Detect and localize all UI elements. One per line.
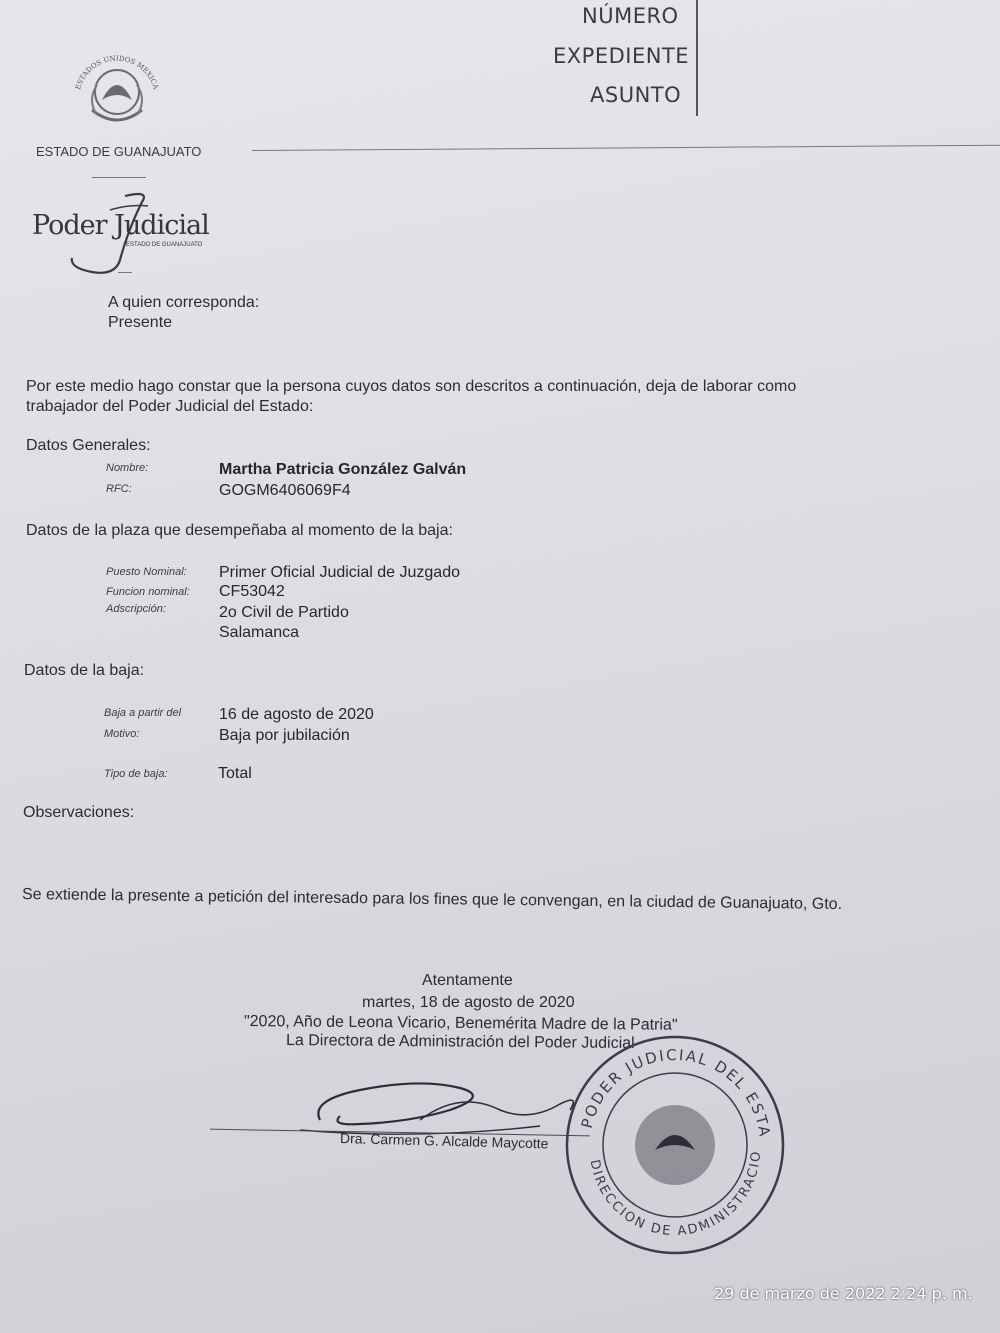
short-rule-1 (92, 177, 146, 178)
rfc-value: GOGM6406069F4 (219, 482, 351, 499)
intro-line-1: Por este medio hago constar que la persona cuyos datos son descritos a continuación, deja de laborar como (26, 378, 797, 395)
baja-section-title: Datos de la baja: (24, 662, 145, 679)
stamp-text-bottom: DIRECCION DE ADMINISTRACIO (586, 1149, 765, 1240)
general-section-title: Datos Generales: (26, 437, 151, 454)
adscripcion-value-2: Salamanca (219, 624, 300, 641)
expediente-label: EXPEDIENTE (553, 44, 690, 68)
nombre-label: Nombre: (106, 462, 149, 474)
signature-line-3: "2020, Año de Leona Vicario, Benemérita Madre de la Patria" (243, 1013, 678, 1034)
short-rule-2 (118, 272, 132, 273)
plaza-section-title: Datos de la plaza que desempeñaba al momento de la baja: (26, 522, 453, 539)
signature-line-2: martes, 18 de agosto de 2020 (362, 994, 575, 1011)
poder-judicial-logo (30, 190, 220, 280)
stamp-text-top: PODER JUDICIAL DEL ESTA (577, 1045, 774, 1140)
national-seal-icon (62, 30, 172, 135)
puesto-label: Puesto Nominal: (106, 566, 187, 578)
signature-line-4: La Directora de Administración del Poder Judicial (285, 1032, 635, 1053)
official-stamp (560, 1030, 790, 1260)
state-label: ESTADO DE GUANAJUATO (36, 144, 202, 159)
svg-text:ESTADOS UNIDOS MEXICANOS (62, 30, 160, 91)
closing-text: Se extiende la presente a petición del interesado para los fines que le convengan, en la ciudad de Guanajuato, Gto. (21, 886, 843, 914)
signature-line-1: Atentamente (422, 972, 513, 989)
tipo-label: Tipo de baja: (104, 768, 168, 780)
funcion-value: CF53042 (219, 583, 285, 600)
adscripcion-value-1: 2o Civil de Partido (219, 604, 349, 621)
header-divider (696, 0, 698, 116)
baja-fecha-value: 16 de agosto de 2020 (219, 706, 374, 723)
intro-line-2: trabajador del Poder Judicial del Estado: (26, 398, 314, 415)
tipo-value: Total (218, 765, 252, 782)
signatory-name: Dra. Carmen G. Alcalde Maycotte (339, 1130, 549, 1152)
baja-fecha-label: Baja a partir del (104, 707, 182, 719)
puesto-value: Primer Oficial Judicial de Juzgado (219, 564, 460, 581)
asunto-label: ASUNTO (590, 83, 682, 107)
header-rule (252, 145, 1000, 151)
numero-label: NÚMERO (582, 4, 679, 28)
greeting-line-1: A quien corresponda: (108, 294, 260, 311)
motivo-label: Motivo: (104, 728, 140, 740)
greeting-line-2: Presente (108, 314, 173, 331)
photo-timestamp: 29 de marzo de 2022 2:24 p. m. (714, 1284, 973, 1303)
observaciones-title: Observaciones: (23, 804, 135, 821)
adscripcion-label: Adscripción: (106, 603, 166, 615)
seal-arc-text: ESTADOS UNIDOS MEXICA (74, 54, 160, 91)
rfc-label: RFC: (106, 483, 132, 495)
motivo-value: Baja por jubilación (219, 727, 350, 744)
logo-subtext: ESTADO DE GUANAJUATO (126, 242, 203, 248)
funcion-label: Funcion nominal: (106, 586, 190, 598)
nombre-value: Martha Patricia González Galván (219, 461, 467, 478)
logo-text: Poder Judicial (32, 210, 209, 241)
